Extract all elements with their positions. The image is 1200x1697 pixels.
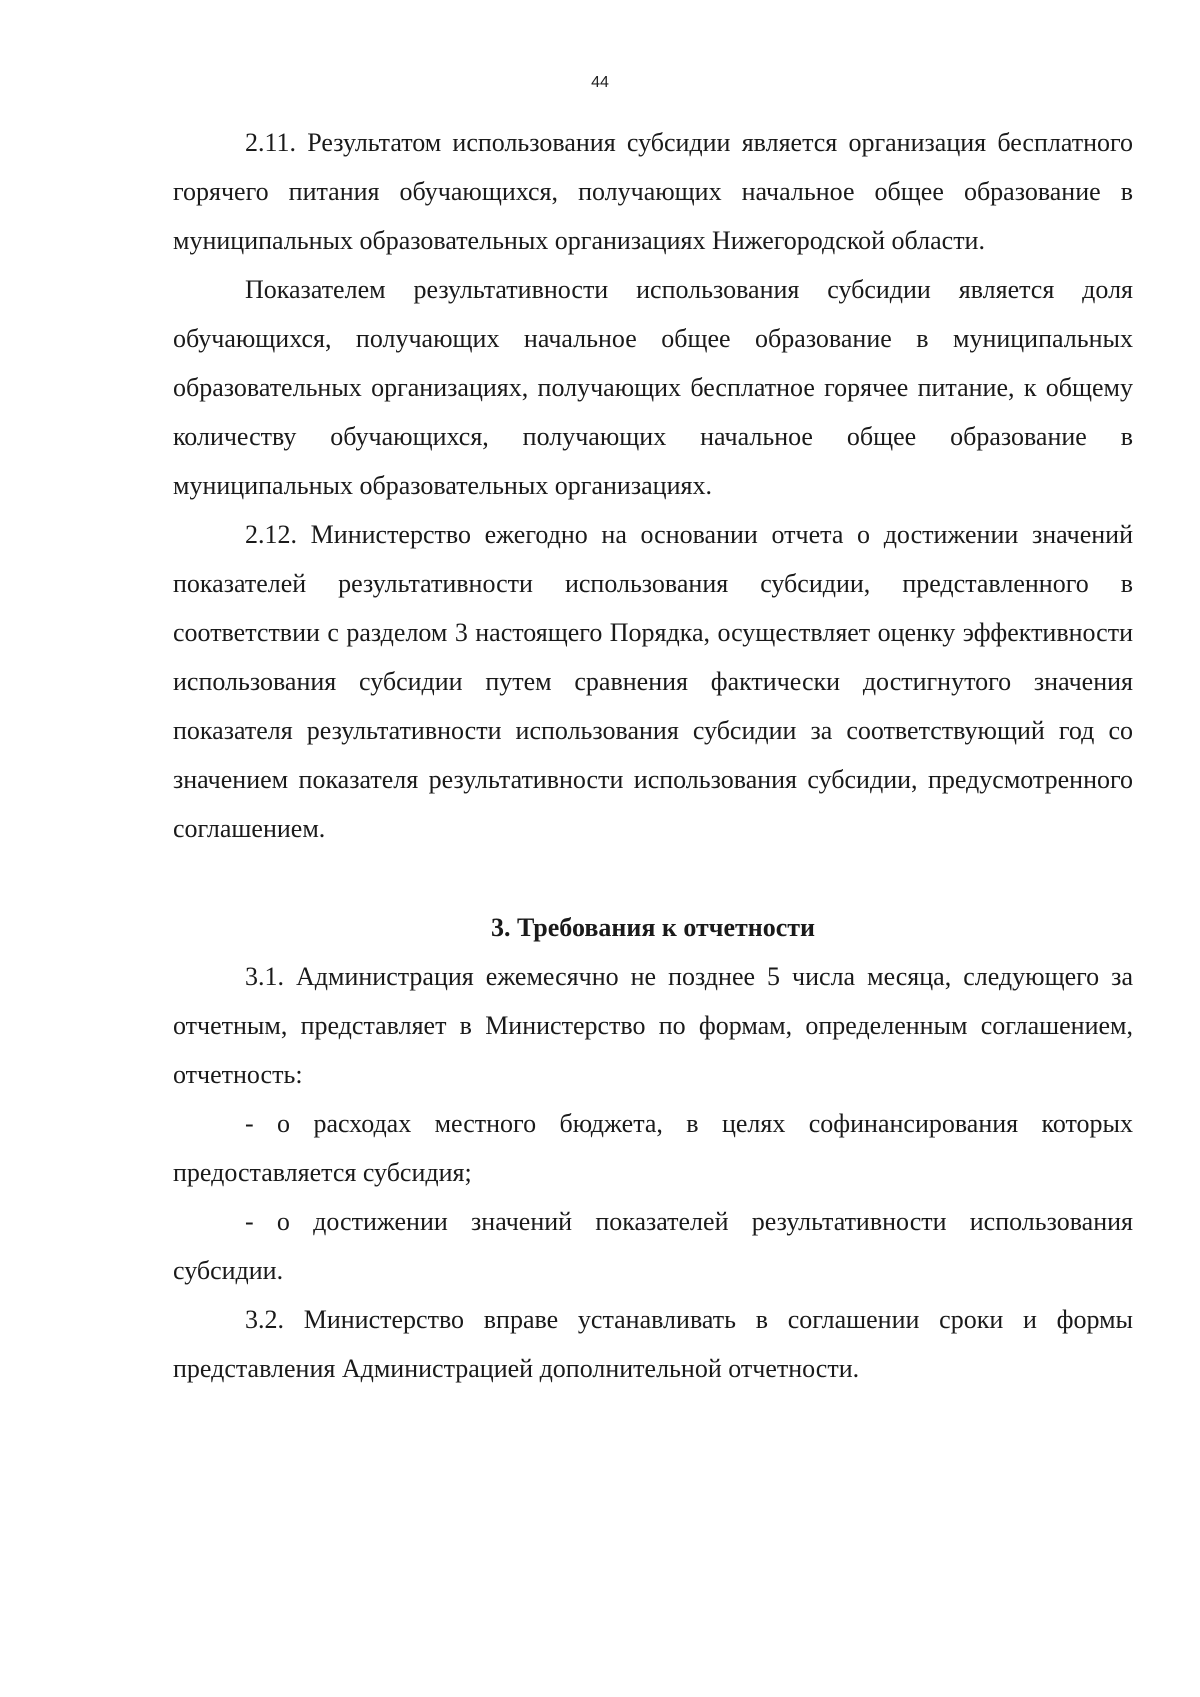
list-item-indicators: - о достижении значений показателей результативности использования субсидии. [173, 1207, 1133, 1285]
document-body [173, 118, 1133, 1393]
section-heading: 3. Требования к отчетности [490, 913, 816, 942]
paragraph-2-11: 2.11. Результатом использования субсидии является организация бесплатного горячего питания обучающихся, получающих начальное общее образование в муниципальных образовательных организациях Нижегородской области. [173, 128, 1133, 255]
list-item-expenses: - о расходах местного бюджета, в целях софинансирования которых предоставляется субсидия; [173, 1109, 1133, 1187]
paragraph-indicator: Показателем результативности использования субсидии является доля обучающихся, получающих начальное общее образование в муниципальных образовательных организациях, получающих бесплатное горячее питание, к общему количеству обучающихся, получающих начальное общее образование в муниципальных образовательных организациях. [173, 275, 1133, 500]
page-number: 44 [591, 74, 609, 91]
paragraph-2-12: 2.12. Министерство ежегодно на основании отчета о достижении значений показателей результативности использования субсидии, представленного в соответствии с разделом 3 настоящего Порядка, осуществляет оценку эффективности использования субсидии путем сравнения фактически достигнутого значения показателя результативности использования субсидии за соответствующий год со значением показателя результативности использования субсидии, предусмотренного соглашением. [173, 520, 1133, 843]
paragraph-3-1: 3.1. Администрация ежемесячно не позднее 5 числа месяца, следующего за отчетным, представляет в Министерство по формам, определенным соглашением, отчетность: [173, 962, 1133, 1089]
paragraph-3-2: 3.2. Министерство вправе устанавливать в соглашении сроки и формы представления Администрацией дополнительной отчетности. [173, 1305, 1133, 1383]
